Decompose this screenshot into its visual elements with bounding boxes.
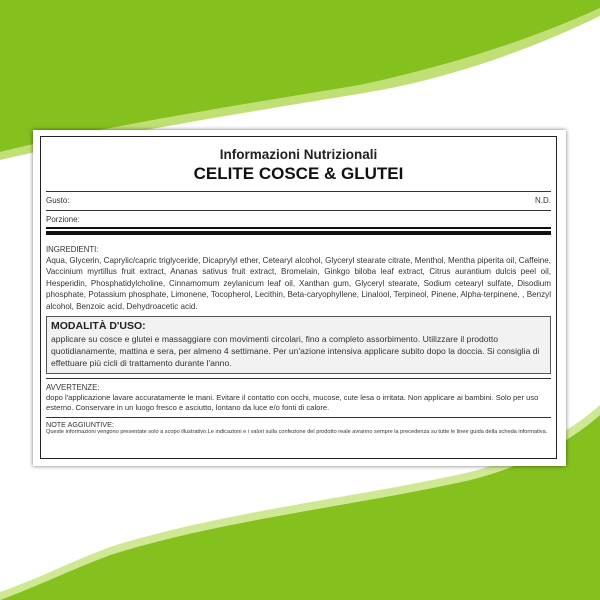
avvertenze-title: AVVERTENZE:: [46, 382, 100, 392]
note-section: [46, 420, 551, 436]
note-title: NOTE AGGIUNTIVE:: [46, 420, 114, 430]
gusto-value: N.D.: [535, 196, 551, 205]
product-title: CELITE COSCE & GLUTEI: [193, 164, 404, 183]
modalita-title: MODALITÀ D'USO:: [51, 320, 146, 333]
divider: [46, 378, 551, 379]
note-text: Queste informazioni vengono presentate solo a scopo illustrativo.Le indicazioni e i valori sulla confezione del prodotto reale avranno sempre la precedenza su tutte le linee guida della scheda informativa.: [46, 429, 548, 436]
divider-thick: [46, 231, 551, 235]
avvertenze-section: [46, 382, 551, 415]
modalita-box: [46, 316, 551, 374]
porzione-label: Porzione:: [46, 215, 80, 224]
label-frame: [40, 136, 557, 459]
ingredients-title: INGREDIENTI:: [46, 245, 99, 254]
divider: [46, 191, 551, 192]
porzione-row: [46, 214, 551, 225]
ingredients-text: Aqua, Glycerin, Caprylic/capric triglyceride, Dicaprylyl ether, Cetearyl alcohol, Glyceryl stearate citrate, Menthol, Mentha piperita oil, Caffeine, Vaccinium myrtillus fruit extract, Ananas sativus fruit extract, Bromelain, Ginkgo biloba leaf extract, Citrus aurantium dulcis peel oil, Hesperidin, Phosphatidylcholine, Cinnamomum zeylanicum leaf oil, Xanthan gum, Glyceryl stearate, Sodium cetearyl sulfate, Disodium phosphate, Potassium phosphate, Limonene, Tocopherol, Lecithin, Beta-caryophyllene, Linalool, Terpineol, Pinene, Alpha-terpinene, , Benzyl alcohol, Benzoic acid, Dehydroacetic acid.: [46, 256, 551, 311]
modalita-text: applicare su cosce e glutei e massaggiare con movimenti circolari, fino a completo assorbimento. Utilizzare il prodotto quotidianamente, mattina e sera, per almeno 4 settimane. Per un'azione intensiva applicare subito dopo la doccia. Si consiglia di effettuare più cicli di trattamento durante l'anno.: [51, 334, 540, 369]
title-small: Informazioni Nutrizionali: [219, 147, 378, 162]
divider: [46, 210, 551, 211]
ingredients-section: [46, 244, 551, 312]
gusto-label: Gusto:: [46, 196, 70, 205]
label-card: [33, 130, 566, 466]
divider: [46, 417, 551, 418]
gusto-row: [46, 195, 551, 206]
avvertenze-text: dopo l'applicazione lavare accuratamente le mani. Evitare il contatto con occhi, mucose, cute lesa o irritata. Non applicare ai bambini. Solo per uso esterno. Conservare in un luogo fresco e asciutto, lontano da luce e/o fonti di calore.: [46, 392, 539, 413]
divider-medium: [46, 227, 551, 229]
title-block: [46, 137, 551, 184]
